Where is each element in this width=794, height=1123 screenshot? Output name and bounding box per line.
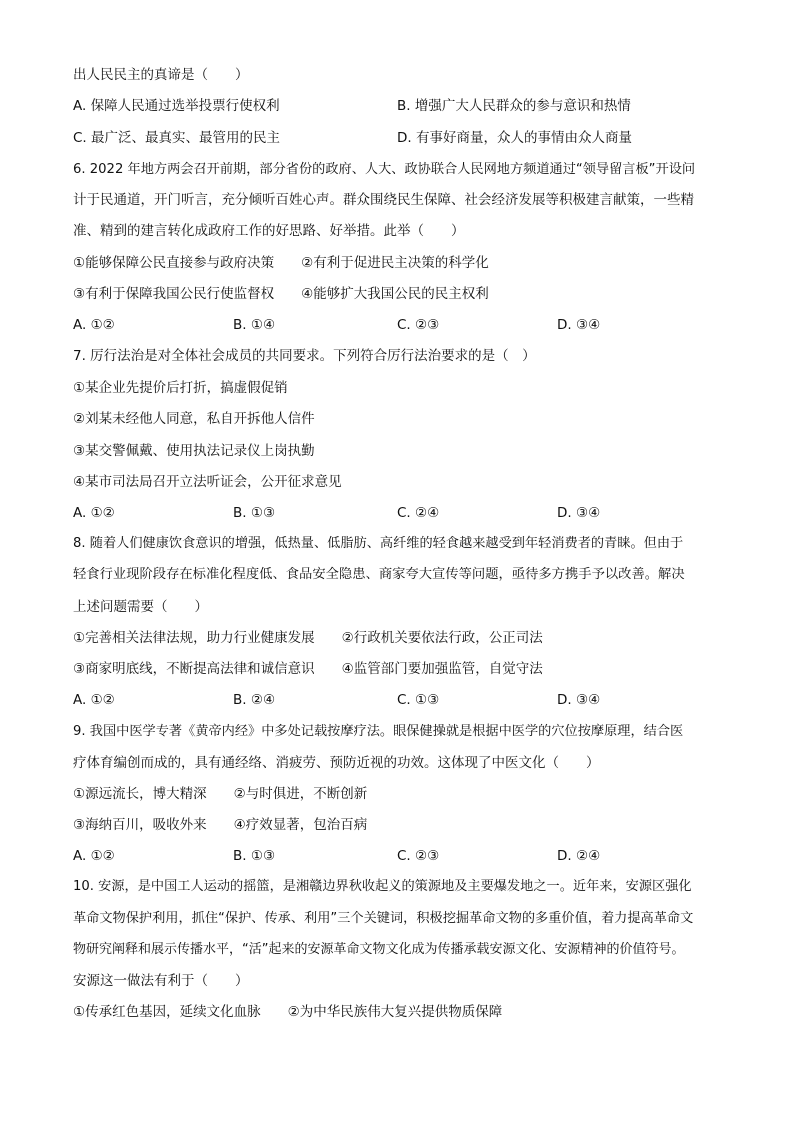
q5-option-c: C. 最广泛、最真实、最管用的民主 bbox=[73, 130, 281, 146]
q7-item-4: ④某市司法局召开立法听证会，公开征求意见 bbox=[73, 474, 342, 490]
q6-item-line-1: ①能够保障公民直接参与政府决策 ②有利于促进民主决策的科学化 bbox=[73, 255, 489, 271]
q8-item-line-1: ①完善相关法律法规，助力行业健康发展 ②行政机关要依法行政，公正司法 bbox=[73, 630, 543, 646]
q6-option-a: A. ①② bbox=[73, 317, 115, 333]
q9-option-a: A. ①② bbox=[73, 848, 115, 864]
q6-option-b: B. ①④ bbox=[233, 317, 276, 333]
q7-option-b: B. ①③ bbox=[233, 505, 276, 521]
q8-item-line-2: ③商家明底线，不断提高法律和诚信意识 ④监管部门要加强监管，自觉守法 bbox=[73, 661, 543, 677]
q6-stem-line-1: 6. 2022 年地方两会召开前期，部分省份的政府、人大、政协联合人民网地方频道通过“领导留言板”开设问 bbox=[73, 162, 696, 177]
q7-item-1: ①某企业先提价后打折，搞虚假促销 bbox=[73, 380, 288, 396]
q6-option-c: C. ②③ bbox=[397, 317, 440, 333]
q7-option-c: C. ②④ bbox=[397, 505, 440, 521]
q7-option-a: A. ①② bbox=[73, 505, 115, 521]
q8-option-c: C. ①③ bbox=[397, 692, 440, 708]
q5-option-a: A. 保障人民通过选举投票行使权利 bbox=[73, 98, 280, 114]
q7-option-d: D. ③④ bbox=[557, 505, 601, 521]
q5-option-b: B. 增强广大人民群众的参与意识和热情 bbox=[397, 98, 631, 114]
q8-option-d: D. ③④ bbox=[557, 692, 601, 708]
q7-item-2: ②刘某未经他人同意，私自开拆他人信件 bbox=[73, 411, 315, 427]
q9-option-d: D. ②④ bbox=[557, 848, 601, 864]
q6-stem-line-2: 计于民通道，开门听言，充分倾听百姓心声。群众围绕民生保障、社会经济发展等积极建言献策，一些精 bbox=[73, 192, 694, 208]
q8-stem-line-1: 8. 随着人们健康饮食意识的增强，低热量、低脂肪、高纤维的轻食越来越受到年轻消费者的青睐。但由于 bbox=[73, 536, 684, 551]
q6-item-line-2: ③有利于保障我国公民行使监督权 ④能够扩大我国公民的民主权利 bbox=[73, 286, 489, 302]
q9-item-line-1: ①源远流长，博大精深 ②与时俱进，不断创新 bbox=[73, 786, 368, 802]
q6-option-d: D. ③④ bbox=[557, 317, 601, 333]
q8-option-b: B. ②④ bbox=[233, 692, 276, 708]
q6-stem-line-3: 准、精到的建言转化成政府工作的好思路、好举措。此举（ ） bbox=[73, 223, 465, 239]
q8-option-a: A. ①② bbox=[73, 692, 115, 708]
q10-stem-line-4: 安源这一做法有利于（ ） bbox=[73, 973, 249, 989]
q9-stem-line-1: 9. 我国中医学专著《黄帝内经》中多处记载按摩疗法。眼保健操就是根据中医学的穴位按摩原理，结合医 bbox=[73, 724, 684, 739]
q9-option-c: C. ②③ bbox=[397, 848, 440, 864]
q8-stem-line-3: 上述问题需要（ ） bbox=[73, 599, 208, 615]
q9-option-b: B. ①③ bbox=[233, 848, 276, 864]
q9-stem-line-2: 疗体育编创而成的，具有通经络、消疲劳、预防近视的功效。这体现了中医文化（ ） bbox=[73, 755, 600, 771]
q9-item-line-2: ③海纳百川，吸收外来 ④疗效显著，包治百病 bbox=[73, 817, 368, 833]
q7-item-3: ③某交警佩戴、使用执法记录仪上岗执勤 bbox=[73, 443, 315, 459]
q7-stem: 7. 厉行法治是对全体社会成员的共同要求。下列符合厉行法治要求的是（ ） bbox=[73, 348, 536, 364]
q8-stem-line-2: 轻食行业现阶段存在标准化程度低、食品安全隐患、商家夸大宣传等问题，亟待多方携手予以改善。解决 bbox=[73, 567, 685, 582]
q10-item-line-1: ①传承红色基因，延续文化血脉 ②为中华民族伟大复兴提供物质保障 bbox=[73, 1004, 503, 1020]
q5-stem-tail: 出人民民主的真谛是（ ） bbox=[73, 67, 249, 83]
q5-option-d: D. 有事好商量，众人的事情由众人商量 bbox=[397, 130, 632, 146]
q10-stem-line-2: 革命文物保护利用，抓住“保护、传承、利用”三个关键词，积极挖掘革命文物的多重价值，着力提高革命文 bbox=[73, 911, 694, 926]
q10-stem-line-3: 物研究阐释和展示传播水平，“活”起来的安源革命文物文化成为传播承载安源文化、安源精神的价值符号。 bbox=[73, 942, 685, 957]
q10-stem-line-1: 10. 安源，是中国工人运动的摇篮，是湘赣边界秋收起义的策源地及主要爆发地之一。近年来，安源区强化 bbox=[73, 879, 692, 894]
